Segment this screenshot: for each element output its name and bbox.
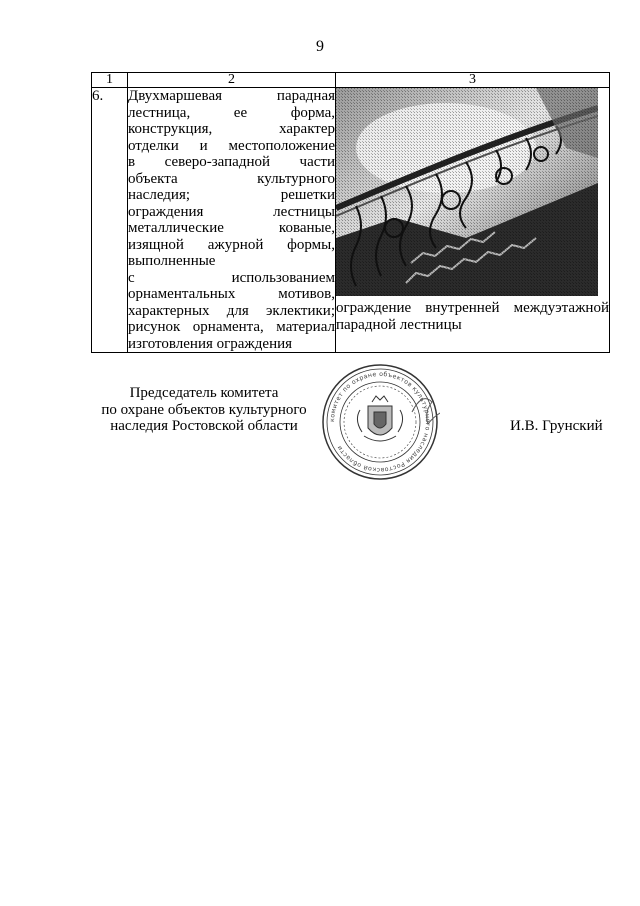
column-header-3: 3 — [336, 73, 610, 88]
description-line: наследия; решетки — [128, 187, 335, 203]
description-line: изготовления ограждения — [128, 335, 293, 352]
caption-line: ограждение внутренней междуэтажной — [336, 300, 609, 316]
heritage-table — [91, 72, 610, 353]
table-row — [92, 88, 610, 353]
description-line: орнаментальных мотивов, — [128, 286, 335, 302]
row-description — [128, 88, 336, 353]
signatory-title-line: по охране объектов культурного — [101, 401, 307, 418]
staircase-photo — [336, 88, 598, 296]
table-header-row — [92, 73, 610, 88]
official-seal — [320, 362, 440, 482]
description-line: изящной ажурной формы, — [128, 236, 335, 253]
photo-caption — [336, 300, 609, 333]
signatory-title — [94, 385, 314, 435]
description-line: с использованием — [128, 269, 335, 286]
caption-line: парадной лестницы — [336, 316, 462, 333]
description-line: рисунок орнамента, материал — [128, 319, 335, 335]
signatory-title-line: наследия Ростовской области — [110, 418, 298, 434]
description-line: лестница, ее форма, — [128, 104, 335, 121]
description-line: характерных для эклектики; — [128, 302, 335, 319]
description-line: ограждения лестницы — [128, 203, 335, 220]
signatory-title-line: Председатель комитета — [129, 385, 279, 401]
description-line: Двухмаршевая парадная — [128, 88, 335, 104]
row-photo-cell — [336, 88, 610, 353]
signer-name: И.В. Грунский — [510, 418, 603, 434]
row-number: 6. — [92, 88, 128, 353]
description-line: выполненные — [128, 253, 216, 269]
description-line: конструкция, характер — [128, 121, 335, 137]
seal-ring-text: комитет по охране объектов культурного наследия Ростовской области — [328, 370, 432, 474]
page-number: 9 — [316, 38, 324, 55]
description-line: объекта культурного — [128, 170, 335, 187]
description-line: отделки и местоположение — [128, 137, 335, 154]
column-header-1: 1 — [92, 73, 128, 88]
column-header-2: 2 — [128, 73, 336, 88]
description-line: в северо-западной части — [128, 154, 335, 170]
description-line: металлические кованые, — [128, 220, 335, 236]
